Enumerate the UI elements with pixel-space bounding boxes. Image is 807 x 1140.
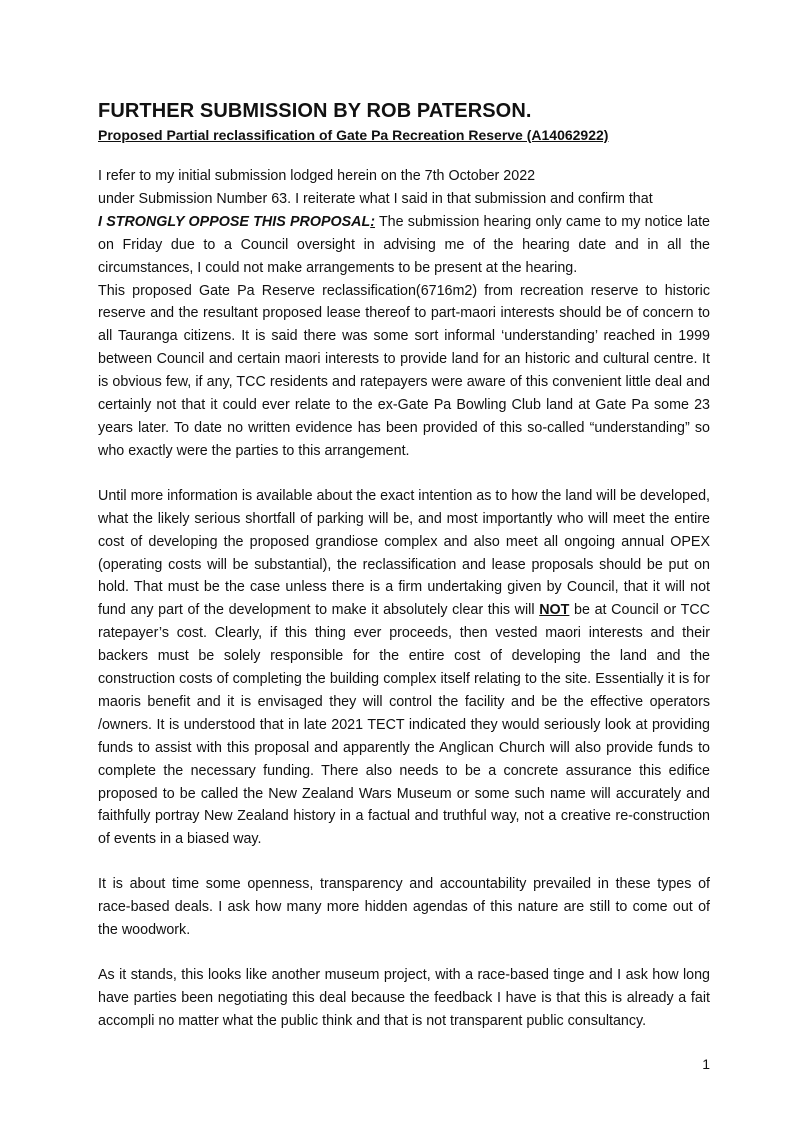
opposition-colon: :	[370, 213, 375, 230]
funding-text-before: Until more information is available about the exact intention as to how the land will be developed, what the likely serious shortfall of parking will be, and most importantly who will meet the entire cost of developing the proposed grandiose complex and also meet all ongoing annual OPEX (operating costs will be substantial), the reclassification and lease proposals should be put on hold. That must be the case unless there is a firm undertaking given by Council, that it will not fund any part of the development to make it absolutely clear this will	[98, 487, 710, 619]
opposition-statement	[98, 214, 375, 230]
paragraph-intro-line-2: under Submission Number 63. I reiterate what I said in that submission and confirm that	[98, 190, 653, 207]
paragraph-opposition	[98, 211, 710, 280]
paragraph-intro-line-1: I refer to my initial submission lodged herein on the 7th October 2022	[98, 168, 536, 184]
paragraph-funding	[98, 485, 710, 852]
document-body	[98, 98, 710, 1033]
opposition-text: I STRONGLY OPPOSE THIS PROPOSAL	[98, 213, 371, 230]
document-subtitle: Proposed Partial reclassification of Gate Pa Recreation Reserve (A14062922)	[98, 127, 609, 143]
page-number: 1	[702, 1056, 710, 1072]
paragraph-reclassification: This proposed Gate Pa Reserve reclassification(6716m2) from recreation reserve to historic reserve and the resultant proposed lease thereof to part-maori interests should be of concern to all Tauranga citizens. It is said there was some sort informal ‘understanding’ reached in 1999 between Council and certain maori interests to provide land for an historic and cultural centre. It is obvious few, if any, TCC residents and ratepayers were aware of this convenient little deal and certainly not that it could ever relate to the ex-Gate Pa Bowling Club land at Gate Pa some 23 years later. To date no written evidence has been provided of this so-called “understanding” so who exactly were the parties to this arrangement.	[98, 282, 710, 459]
funding-text-after: be at Council or TCC ratepayer’s cost. Clearly, if this thing ever proceeds, then vested maori interests and their backers must be solely responsible for the entire cost of developing the land and the construction costs of completing the building complex itself relating to the site. Essentially it is for maoris benefit and it is envisaged they will control the facility and be the effective operators /owners. It is understood that in late 2021 TECT indicated they would seriously look at providing funds to assist with this proposal and apparently the Anglican Church will also provide funds to complete the necessary funding. There also needs to be a concrete assurance this edifice proposed to be called the New Zealand Wars Museum or some such name will accurately and faithfully portray New Zealand history in a factual and truthful way, not a creative re-construction of events in a biased way.	[98, 602, 710, 848]
document-title: FURTHER SUBMISSION BY ROB PATERSON.	[98, 100, 532, 122]
opposition-rest: The submission hearing only came to my notice late on Friday due to a Council oversight in advising me of the hearing date and in all the circumstances, I could not make arrangements to be present at the hearing.	[98, 213, 711, 276]
paragraph-museum-project: As it stands, this looks like another museum project, with a race-based tinge and I ask how long have parties been negotiating this deal because the feedback I have is that this is already a fait accompli no matter what the public think and that is not transparent public consultancy.	[98, 967, 710, 1029]
funding-not-emphasis: NOT	[539, 602, 570, 619]
paragraph-transparency: It is about time some openness, transparency and accountability prevailed in these types of race-based deals. I ask how many more hidden agendas of this nature are still to come out of the woodwork.	[98, 876, 710, 939]
